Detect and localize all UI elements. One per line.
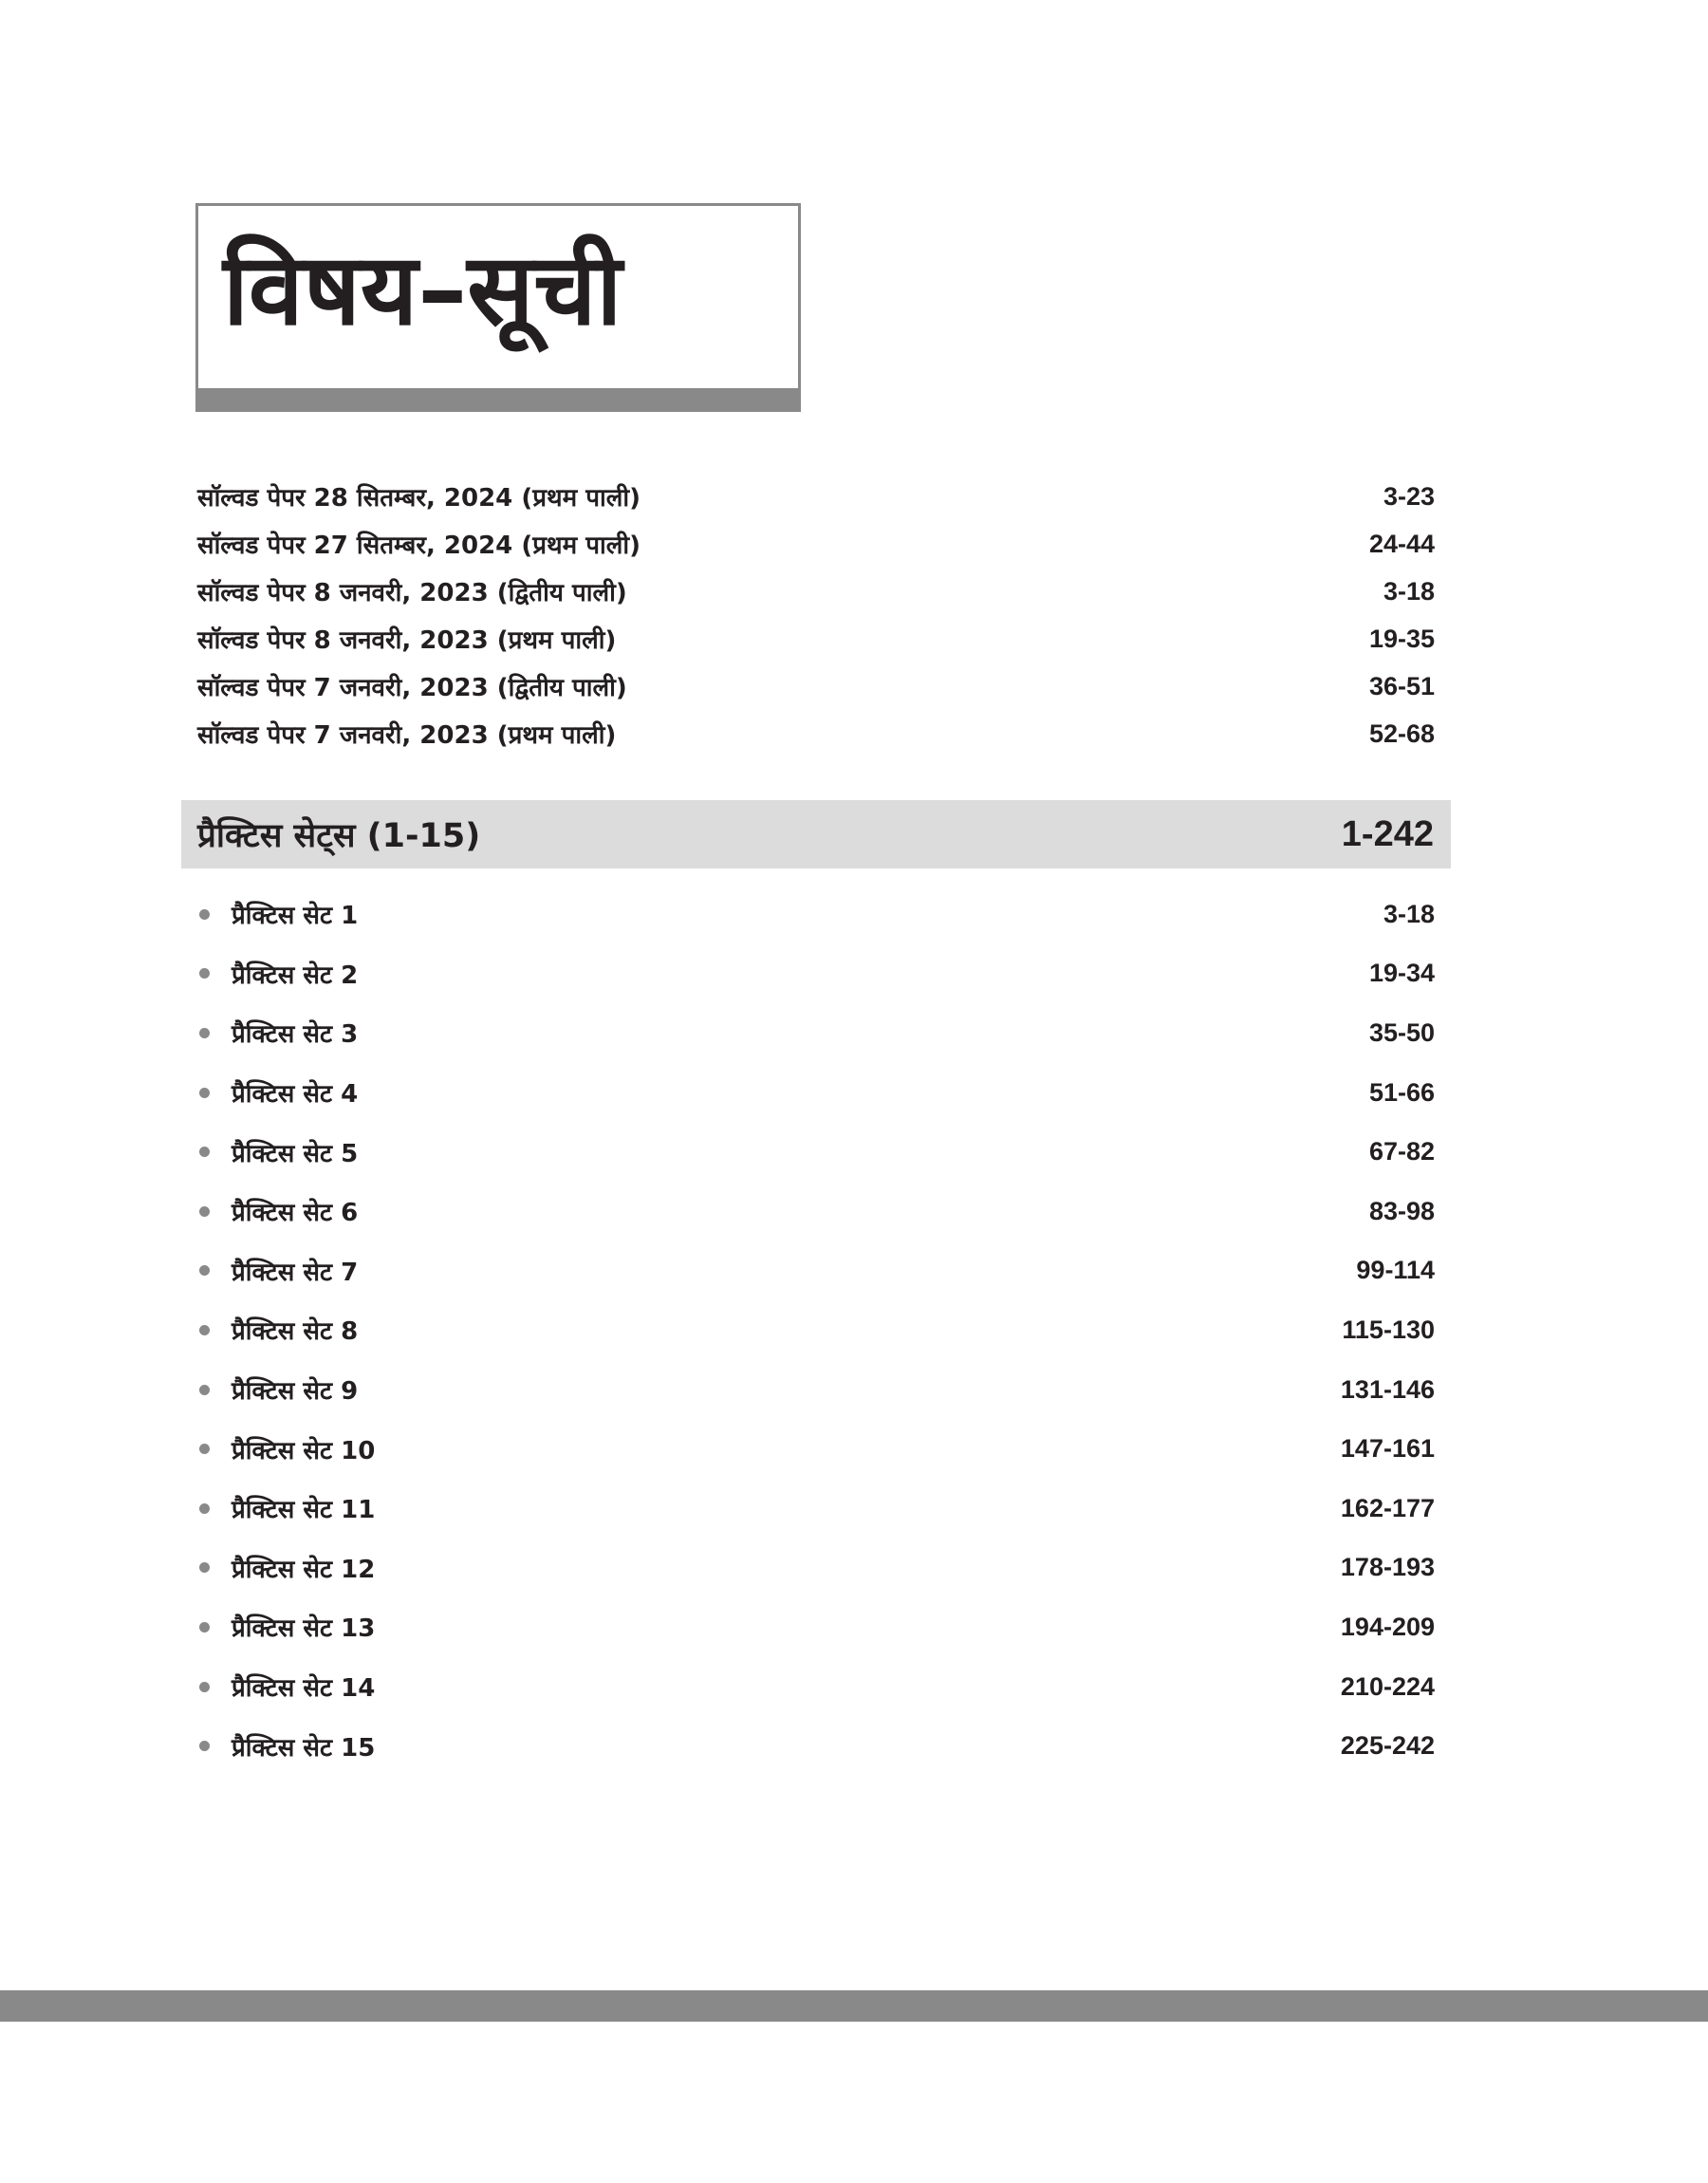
toc-row-pages: 36-51 <box>1368 671 1435 700</box>
toc-row-pages: 52-68 <box>1368 718 1435 748</box>
bullet-icon <box>199 1325 210 1335</box>
list-item-pages: 115-130 <box>1342 1315 1435 1344</box>
bullet-icon <box>199 968 210 979</box>
toc-row-label: सॉल्वड पेपर 8 जनवरी, 2023 (प्रथम पाली) <box>197 626 617 655</box>
list-item-label: प्रैक्टिस सेट 8 <box>232 1317 359 1347</box>
bullet-icon <box>199 1028 210 1038</box>
list-item-pages: 67-82 <box>1368 1137 1435 1166</box>
list-item-label: प्रैक्टिस सेट 10 <box>232 1436 376 1465</box>
practice-sets-list <box>197 885 1435 1776</box>
toc-row[interactable] <box>197 520 1435 568</box>
list-item[interactable] <box>197 1419 1435 1479</box>
list-item-pages: 162-177 <box>1340 1493 1435 1522</box>
list-item-label: प्रैक्टिस सेट 11 <box>232 1496 376 1525</box>
toc-row-pages: 24-44 <box>1368 529 1435 558</box>
list-item-pages: 194-209 <box>1340 1612 1435 1641</box>
list-item-pages: 19-34 <box>1368 959 1435 988</box>
list-item-label: प्रैक्टिस सेट 4 <box>232 1080 359 1110</box>
section-title: प्रैक्टिस सेट्स (1-15) <box>197 816 481 855</box>
list-item[interactable] <box>197 1597 1435 1657</box>
list-item-pages: 131-146 <box>1340 1374 1435 1404</box>
toc-row[interactable] <box>197 615 1435 662</box>
list-item-label: प्रैक्टिस सेट 14 <box>232 1674 376 1704</box>
list-item-label: प्रैक्टिस सेट 9 <box>232 1377 359 1407</box>
list-item[interactable] <box>197 1182 1435 1241</box>
page-title: विषय–सूची <box>223 232 622 347</box>
list-item[interactable] <box>197 1063 1435 1123</box>
bullet-icon <box>199 1147 210 1157</box>
section-pages: 1-242 <box>1341 813 1434 854</box>
list-item-label: प्रैक्टिस सेट 13 <box>232 1614 376 1644</box>
list-item[interactable] <box>197 1539 1435 1598</box>
list-item[interactable] <box>197 1300 1435 1360</box>
bullet-icon <box>199 1562 210 1573</box>
list-item[interactable] <box>197 1241 1435 1301</box>
toc-row[interactable] <box>197 568 1435 615</box>
bullet-icon <box>199 1265 210 1276</box>
list-item-pages: 210-224 <box>1340 1671 1435 1701</box>
list-item-label: प्रैक्टिस सेट 2 <box>232 961 359 990</box>
list-item-pages: 225-242 <box>1340 1731 1435 1761</box>
list-item[interactable] <box>197 1479 1435 1539</box>
toc-row-label: सॉल्वड पेपर 7 जनवरी, 2023 (द्वितीय पाली) <box>197 674 627 702</box>
title-box <box>195 203 801 391</box>
bullet-icon <box>199 1088 210 1098</box>
toc-row-pages: 3-18 <box>1383 576 1435 606</box>
list-item-label: प्रैक्टिस सेट 7 <box>232 1258 359 1287</box>
toc-row-pages: 19-35 <box>1368 624 1435 653</box>
list-item[interactable] <box>197 1657 1435 1717</box>
toc-row-pages: 3-23 <box>1383 481 1435 511</box>
list-item-label: प्रैक्टिस सेट 3 <box>232 1020 359 1050</box>
bullet-icon <box>199 1385 210 1395</box>
title-block <box>195 203 801 412</box>
list-item-label: प्रैक्टिस सेट 15 <box>232 1733 376 1763</box>
list-item-label: प्रैक्टिस सेट 5 <box>232 1139 359 1168</box>
solved-papers-list <box>197 473 1435 757</box>
bullet-icon <box>199 909 210 920</box>
toc-row[interactable] <box>197 473 1435 520</box>
list-item-pages: 35-50 <box>1368 1017 1435 1047</box>
list-item-pages: 99-114 <box>1356 1256 1435 1285</box>
toc-row-label: सॉल्वड पेपर 7 जनवरी, 2023 (प्रथम पाली) <box>197 721 617 750</box>
toc-row[interactable] <box>197 662 1435 710</box>
list-item[interactable] <box>197 944 1435 1004</box>
practice-section-header[interactable] <box>181 800 1451 868</box>
list-item[interactable] <box>197 1003 1435 1063</box>
toc-row-label: सॉल्वड पेपर 8 जनवरी, 2023 (द्वितीय पाली) <box>197 579 627 607</box>
list-item[interactable] <box>197 1716 1435 1776</box>
bullet-icon <box>199 1622 210 1633</box>
list-item-label: प्रैक्टिस सेट 6 <box>232 1199 359 1228</box>
list-item-pages: 83-98 <box>1368 1196 1435 1225</box>
bullet-icon <box>199 1503 210 1514</box>
toc-row[interactable] <box>197 710 1435 757</box>
list-item-label: प्रैक्टिस सेट 1 <box>232 902 359 931</box>
list-item[interactable] <box>197 1122 1435 1182</box>
toc-row-label: सॉल्वड पेपर 28 सितम्बर, 2024 (प्रथम पाली) <box>197 484 640 513</box>
bullet-icon <box>199 1741 210 1751</box>
bullet-icon <box>199 1682 210 1692</box>
bullet-icon <box>199 1444 210 1454</box>
list-item-pages: 51-66 <box>1368 1077 1435 1107</box>
list-item-label: प्रैक्टिस सेट 12 <box>232 1555 376 1584</box>
list-item-pages: 3-18 <box>1383 899 1435 928</box>
toc-row-label: सॉल्वड पेपर 27 सितम्बर, 2024 (प्रथम पाली) <box>197 532 640 560</box>
list-item[interactable] <box>197 1360 1435 1420</box>
list-item[interactable] <box>197 885 1435 944</box>
list-item-pages: 147-161 <box>1340 1434 1435 1464</box>
list-item-pages: 178-193 <box>1340 1553 1435 1582</box>
footer-band <box>0 1990 1708 2022</box>
bullet-icon <box>199 1206 210 1217</box>
